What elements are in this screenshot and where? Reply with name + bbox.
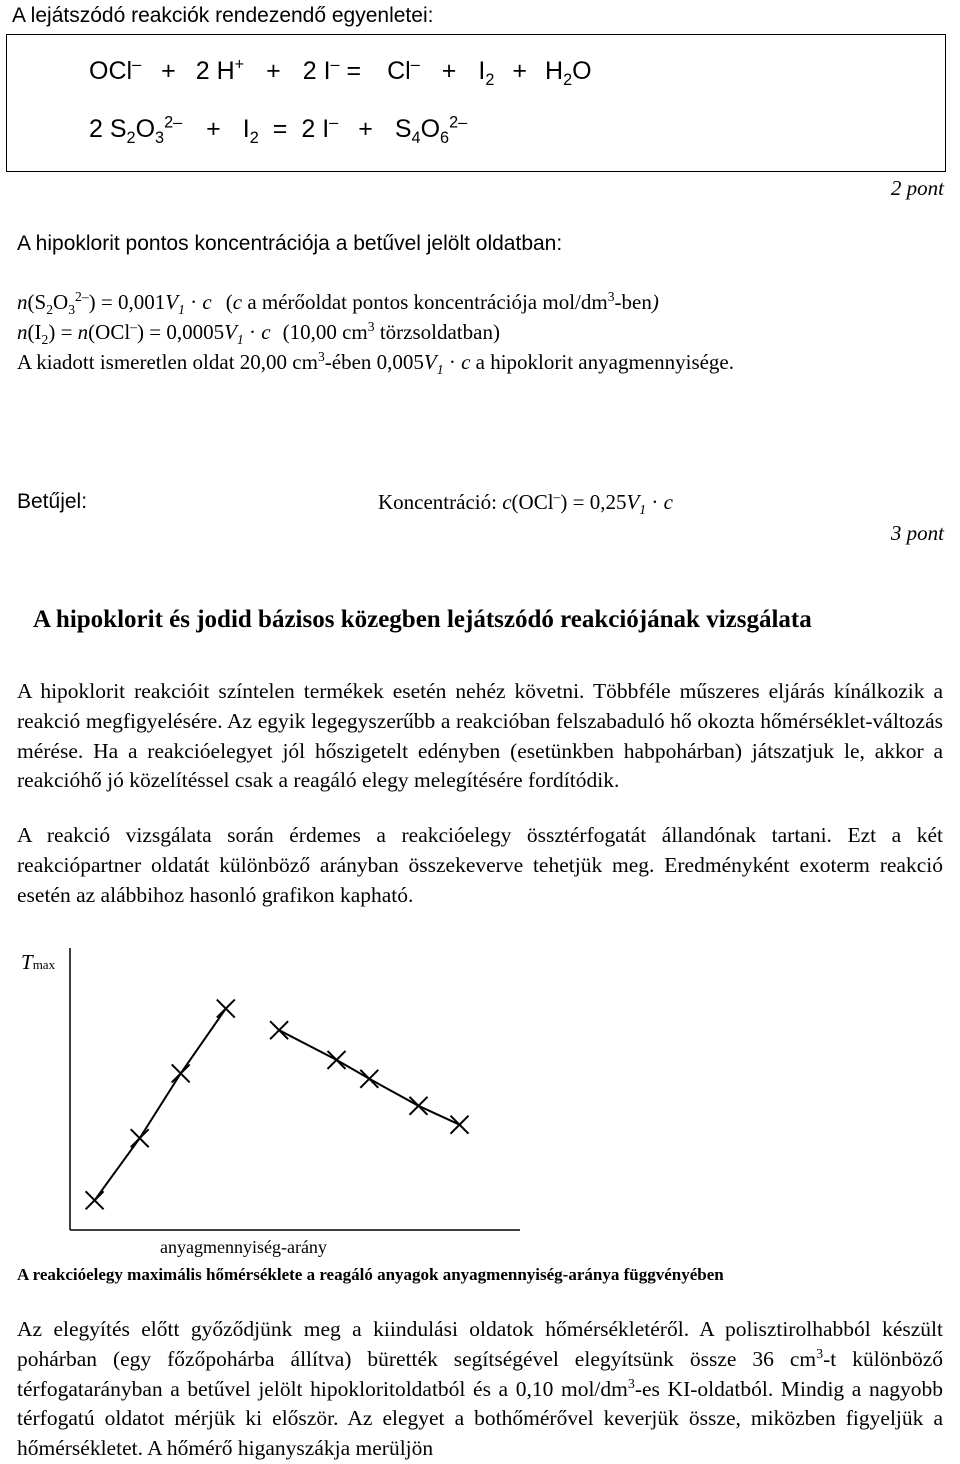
data-point — [217, 1000, 235, 1018]
section1-line1: $n(S_2O_3^{2-}) = 0,001V_1 \cdot c$ (c a mérőoldat pontos koncentrációja mol/$dm^3-ben$) — [17, 289, 659, 318]
series-line-rising — [95, 1009, 226, 1201]
section1-line3: A kiadott ismeretlen oldat 20,00 $cm^3$-ében $0,005V_1 \cdot c$ a hipoklorit anyagmennyisége. — [17, 349, 735, 378]
paragraph-3: Az elegyítés előtt győződjünk meg a kiindulási oldatok hőmérsékletéről. A polisztirolhabból készült pohárban (egy főzőpohárba állítva) bürették segítségével elegyítsünk össze 36 $cm^3-t$ különböző térfogatarányban a betűvel jelölt hipokloritoldatból és a 0,10 mol/$dm^3-es$ KI-oldatból. Mindig a nagyobb térfogatú oldatot mérjük ki először. Az elegyet a bothőmérővel keverjük össze, miközben figyeljük a hőmérsékletet. A hőmérő higanyszákja merüljön — [17, 1317, 944, 1461]
equation-2: 2 $S_2O_3^{2-} + I_2 = 2$ $I^- + S_4O_6^{2-}$ — [89, 113, 468, 147]
x-axis-label: anyagmennyiség-arány — [160, 1237, 327, 1257]
chart-caption: A reakcióelegy maximális hőmérséklete a reagáló anyagok anyagmennyiség-aránya függvényében — [17, 1265, 724, 1284]
y-axis-label: Tmax — [21, 950, 56, 974]
points-1: 2 pont — [890, 176, 944, 200]
data-point — [86, 1191, 104, 1209]
points-2: 3 pont — [890, 521, 944, 545]
data-point — [360, 1070, 378, 1088]
section-heading: A hipoklorit és jodid bázisos közegben lejátszódó reakciójának vizsgálata — [33, 606, 812, 633]
data-point — [410, 1097, 428, 1115]
answer-label: Betűjel: — [17, 490, 88, 513]
answer-concentration: Koncentráció: $c(OCl^-) = 0,25V_1 \cdot c$ — [378, 489, 673, 518]
data-point — [131, 1129, 149, 1147]
section1-line2: $n(I_2) = n(OCl^-) = 0,0005V_1 \cdot c$ (10,00 $cm^3$ törzsoldatban) — [17, 319, 500, 348]
data-point — [270, 1021, 288, 1039]
data-point — [172, 1064, 190, 1082]
data-point — [451, 1116, 469, 1134]
box-title: A lejátszódó reakciók rendezendő egyenletei: — [12, 4, 434, 27]
paragraph-2: A reakció vizsgálata során érdemes a reakcióelegy össztérfogatát állandónak tartani. Ezt a két reakciópartner oldatát különböző arányban összekeverve tehetjük meg. Eredményként exoterm reakció esetén az alábbihoz hasonló grafikon kapható. — [17, 823, 943, 907]
section1-intro: A hipoklorit pontos koncentrációja a betűvel jelölt oldatban: — [17, 232, 563, 255]
temperature-chart — [0, 940, 960, 1240]
equation-1: OCl– + 2 H+ + 2 $I^- = Cl^- + I_2 + H_2O$ — [89, 55, 592, 89]
equations-box — [6, 34, 946, 172]
data-point — [328, 1051, 346, 1069]
paragraph-1: A hipoklorit reakcióit színtelen termékek esetén nehéz követni. Többféle műszeres eljárás kínálkozik a reakció megfigyelésére. Az egyik legegyszerűbb a reakcióban felszabaduló hő okozta hőmérséklet-változás mérése. Ha a reakcióelegyet jól hőszigetelt edényben (esetünkben habpohárban) játszatjuk le, akkor a reakcióhő jó közelítéssel csak a reagáló elegy melegítésére fordítódik. — [17, 679, 943, 793]
